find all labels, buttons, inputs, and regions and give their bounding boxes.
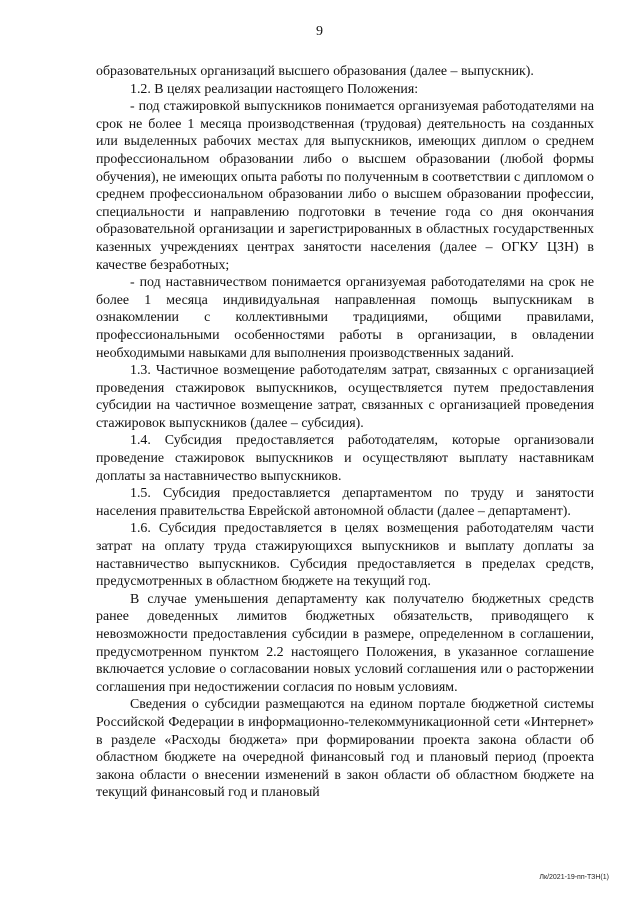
paragraph-1-2: 1.2. В целях реализации настоящего Положения: [130, 81, 419, 97]
paragraph-1-3: 1.3. Частичное возмещение работодателям затрат, связанных с организацией проведения стажировок выпускников, осуществляется путем предоставления субсидии на частичное возмещение затрат, связанных с организацией проведения стажировок выпускников (далее – субсидия). [96, 363, 594, 431]
paragraph-mentoring-definition: - под наставничеством понимается организуемая работодателями на срок не более 1 месяца индивидуальная направленная помощь выпускникам в ознакомлении с коллективными традициями, общими правилами, профессиональными особенностями работы в организации, в овладении необходимыми навыками для выполнения производственных заданий. [96, 275, 594, 361]
paragraph-budget-reduction: В случае уменьшения департаменту как получателю бюджетных средств ранее доведенных лимитов бюджетных обязательств, приводящего к невозможности предоставления субсидии в размере, определенном в соглашении, предусмотренном пунктом 2.2 настоящего Положения, в указанное соглашение включается условие о согласовании новых условий соглашения или о расторжении соглашения при недостижении согласия по новым условиям. [96, 591, 594, 695]
document-reference-code: Лк/2021-19-пп-ТЗН(1) [539, 874, 609, 881]
paragraph-subsidy-info: Сведения о субсидии размещаются на едином портале бюджетной системы Российской Федерации в информационно-телекоммуникационной сети «Интернет» в разделе «Расходы бюджета» при формировании проекта закона области об областном бюджете на очередной финансовый год и плановый период (проекта закона области о внесении изменений в закон области об областном бюджете на текущий финансовый год и плановый [96, 697, 594, 801]
paragraph-1-6: 1.6. Субсидия предоставляется в целях возмещения работодателям части затрат на оплату труда стажирующихся выпускников и выплату доплаты за наставничество выпускников. Субсидия предоставляется в пределах средств, предусмотренных в областном бюджете на текущий год. [96, 521, 594, 590]
page-number: 9 [316, 24, 323, 39]
paragraph-1-5: 1.5. Субсидия предоставляется департаментом по труду и занятости населения правительства Еврейской автономной области (далее – департамент). [96, 486, 594, 519]
paragraph-1-4: 1.4. Субсидия предоставляется работодателям, которые организовали проведение стажировок выпускников и осуществляют выплату наставникам доплаты за наставничество выпускников. [96, 433, 594, 484]
paragraph-continuation: образовательных организаций высшего образования (далее – выпускник). [96, 64, 534, 79]
document-body [96, 63, 594, 802]
paragraph-internship-definition: - под стажировкой выпускников понимается организуемая работодателями на срок не более 1 месяца производственная (трудовая) деятельность на созданных или выделенных рабочих местах для выпускников, имеющих диплом о среднем профессиональном образовании либо о высшем образовании (любой формы обучения), не имеющих опыта работы по полученным в соответствии с дипломом о среднем профессиональном образовании либо о высшем образовании профессии, специальности и направлению подготовки в течение года со дня окончания образовательной организации и зарегистрированных в областных государственных казенных учреждениях центрах занятости населения (далее – ОГКУ ЦЗН) в качестве безработных; [96, 99, 594, 273]
